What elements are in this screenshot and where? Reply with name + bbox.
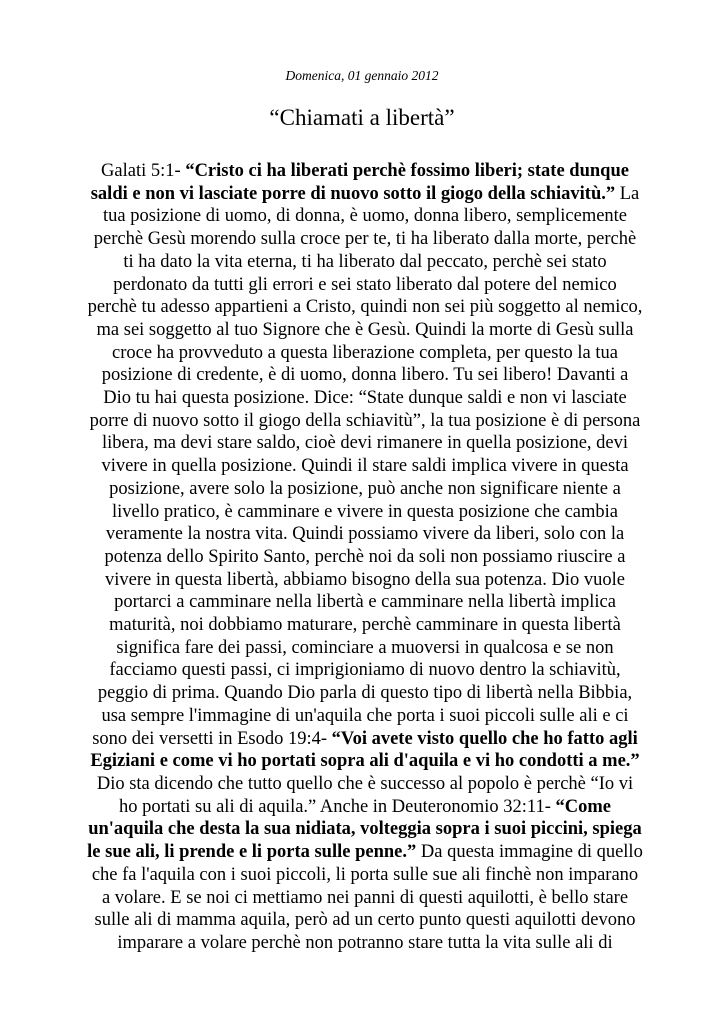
text-segment: imparare a volare perchè non potranno stare tutta la vita sulle ali di: [117, 932, 613, 953]
text-line: [60, 750, 670, 773]
text-segment: vivere in questa libertà, abbiamo bisogno della sua potenza. Dio vuole: [105, 569, 625, 590]
text-segment: ho portati su ali di aquila.” Anche in Deuteronomio 32:11-: [118, 796, 556, 817]
text-line: [60, 183, 670, 206]
text-segment: croce ha provveduto a questa liberazione completa, per questo la tua: [112, 342, 618, 363]
text-line: [60, 455, 670, 478]
text-line: [60, 796, 670, 819]
text-segment: posizione di credente, è di uomo, donna libero. Tu sei libero! Davanti a: [101, 365, 629, 386]
text-segment: sono dei versetti in Esodo 19:4-: [92, 728, 332, 749]
text-segment: libera, ma devi stare saldo, cioè devi rimanere in quella posizione, devi: [101, 433, 629, 454]
text-segment: Galati 5:1-: [101, 161, 186, 181]
text-segment: ma sei soggetto al tuo Signore che è Gesù. Quindi la morte di Gesù sulla: [96, 319, 634, 340]
text-line: [60, 205, 670, 228]
text-segment: perchè tu adesso appartieni a Cristo, quindi non sei più soggetto al nemico,: [87, 297, 643, 318]
text-line: [60, 705, 670, 728]
text-segment: posizione, avere solo la posizione, può anche non significare niente a: [109, 478, 621, 499]
body-text: [60, 160, 670, 955]
date-line: Domenica, 01 gennaio 2012: [285, 68, 439, 83]
scripture-quote: le sue ali, li prende e li porta sulle penne.”: [87, 842, 417, 863]
text-segment: potenza dello Spirito Santo, perchè noi da soli non possiamo riuscire a: [104, 546, 626, 567]
text-line: [60, 591, 670, 614]
text-line: [60, 432, 670, 455]
text-line: [60, 887, 670, 910]
text-segment: Dio sta dicendo che tutto quello che è successo al popolo è perchè “Io vi: [96, 773, 634, 794]
text-segment: facciamo questi passi, ci imprigioniamo di nuovo dentro la schiavitù,: [109, 660, 621, 681]
text-segment: a volare. E se noi ci mettiamo nei panni di questi aquilotti, è bello stare: [101, 887, 629, 908]
text-line: [60, 728, 670, 751]
text-segment: significa fare dei passi, cominciare a muoversi in qualcosa e se non: [116, 637, 614, 658]
text-segment: perdonato da tutti gli errori e sei stato liberato dal potere del nemico: [113, 274, 617, 295]
text-line: [60, 614, 670, 637]
text-segment: perchè Gesù morendo sulla croce per te, ti ha liberato dalla morte, perchè: [93, 229, 637, 250]
text-segment: porre di nuovo sotto il giogo della schiavitù”, la tua posizione è di persona: [89, 410, 641, 431]
text-line: [60, 841, 670, 864]
text-segment: livello pratico, è camminare e vivere in questa posizione che cambia: [112, 501, 618, 522]
text-line: [60, 818, 670, 841]
text-line: [60, 342, 670, 365]
text-line: [60, 319, 670, 342]
text-segment: usa sempre l'immagine di un'aquila che porta i suoi piccoli sulle ali e ci: [101, 705, 629, 726]
scripture-quote: “Come: [555, 796, 612, 817]
scripture-quote: Egiziani e come vi ho portati sopra ali d'aquila e vi ho condotti a me.”: [90, 751, 640, 772]
text-segment: Dio tu hai questa posizione. Dice: “State dunque saldi e non vi lasciate: [103, 388, 627, 409]
text-segment: portarci a camminare nella libertà e camminare nella libertà implica: [114, 592, 616, 613]
scripture-quote: “Cristo ci ha liberati perchè fossimo liberi; state dunque: [185, 161, 629, 181]
text-line: [60, 478, 670, 501]
text-line: [60, 932, 670, 955]
text-segment: vivere in quella posizione. Quindi il stare saldi implica vivere in questa: [101, 456, 629, 477]
text-line: [60, 864, 670, 887]
scripture-quote: saldi e non vi lasciate porre di nuovo sotto il giogo della schiavitù.”: [90, 183, 616, 204]
text-line: [60, 364, 670, 387]
text-line: [60, 546, 670, 569]
text-segment: peggio di prima. Quando Dio parla di questo tipo di libertà nella Bibbia,: [97, 683, 633, 704]
text-line: [60, 251, 670, 274]
text-segment: Da questa immagine di quello: [416, 842, 643, 863]
text-segment: sulle ali di mamma aquila, però ad un certo punto questi aquilotti devono: [94, 910, 636, 931]
text-segment: veramente la nostra vita. Quindi possiamo vivere da liberi, solo con la: [105, 524, 625, 545]
text-line: [60, 501, 670, 524]
text-line: [60, 569, 670, 592]
text-line: [60, 773, 670, 796]
text-segment: che fa l'aquila con i suoi piccoli, li porta sulle sue ali finchè non imparano: [91, 864, 639, 885]
text-line: [60, 523, 670, 546]
text-line: [60, 637, 670, 660]
scripture-quote: un'aquila che desta la sua nidiata, volteggia sopra i suoi piccini, spiega: [88, 819, 642, 840]
text-segment: maturità, noi dobbiamo maturare, perchè camminare in questa libertà: [109, 615, 621, 636]
text-line: [60, 682, 670, 705]
text-line: [60, 659, 670, 682]
text-segment: ti ha dato la vita eterna, ti ha liberato dal peccato, perchè sei stato: [123, 251, 607, 272]
text-line: [60, 909, 670, 932]
text-line: [60, 296, 670, 319]
text-line: [60, 274, 670, 297]
page-title: “Chiamati a libertà”: [269, 105, 455, 130]
text-line: [60, 228, 670, 251]
text-segment: tua posizione di uomo, di donna, è uomo, donna libero, semplicemente: [102, 206, 628, 227]
text-line: [60, 160, 670, 183]
text-line: [60, 387, 670, 410]
text-segment: La: [615, 183, 640, 204]
text-line: [60, 410, 670, 433]
scripture-quote: “Voi avete visto quello che ho fatto agli: [331, 728, 638, 749]
